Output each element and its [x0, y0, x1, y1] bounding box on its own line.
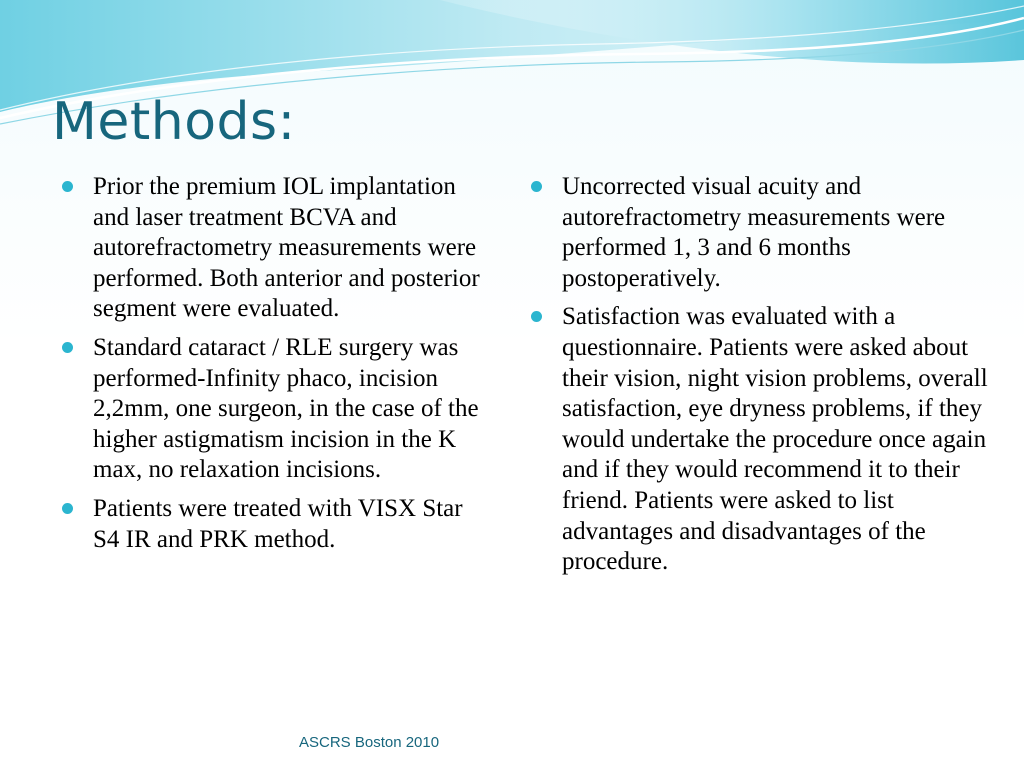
- bullet-text: Patients were treated with VISX Star S4 IR and PRK method.: [93, 494, 463, 553]
- round-bullet-icon: [531, 181, 542, 192]
- round-bullet-icon: [62, 181, 73, 192]
- list-item: [531, 172, 1001, 294]
- list-item: [62, 494, 494, 555]
- bullet-text: Standard cataract / RLE surgery was performed-Infinity phaco, incision 2,2mm, one surgeon, in the case of the higher astigmatism incision in the K max, no relaxation incisions.: [93, 333, 479, 484]
- bullet-text: Satisfaction was evaluated with a questionnaire. Patients were asked about their vision, night vision problems, overall satisfaction, eye dryness problems, if they would undertake the procedure once again and if they would recommend it to their friend. Patients were asked to list advantages and disadvantages of the procedure.: [562, 303, 988, 576]
- round-bullet-icon: [62, 503, 73, 514]
- slide-title: Methods:: [52, 92, 296, 152]
- left-bullet-list: [62, 172, 494, 563]
- right-bullet-list: [531, 172, 1001, 586]
- list-item: [531, 302, 1001, 577]
- bullet-text: Uncorrected visual acuity and autorefractometry measurements were performed 1, 3 and 6 months postoperatively.: [562, 173, 946, 292]
- round-bullet-icon: [62, 342, 73, 353]
- bullet-text: Prior the premium IOL implantation and laser treatment BCVA and autorefractometry measurements were performed. Both anterior and posterior segment were evaluated.: [93, 173, 480, 323]
- list-item: [62, 333, 494, 486]
- footer-text: ASCRS Boston 2010: [299, 734, 440, 751]
- round-bullet-icon: [531, 311, 542, 322]
- list-item: [62, 172, 494, 325]
